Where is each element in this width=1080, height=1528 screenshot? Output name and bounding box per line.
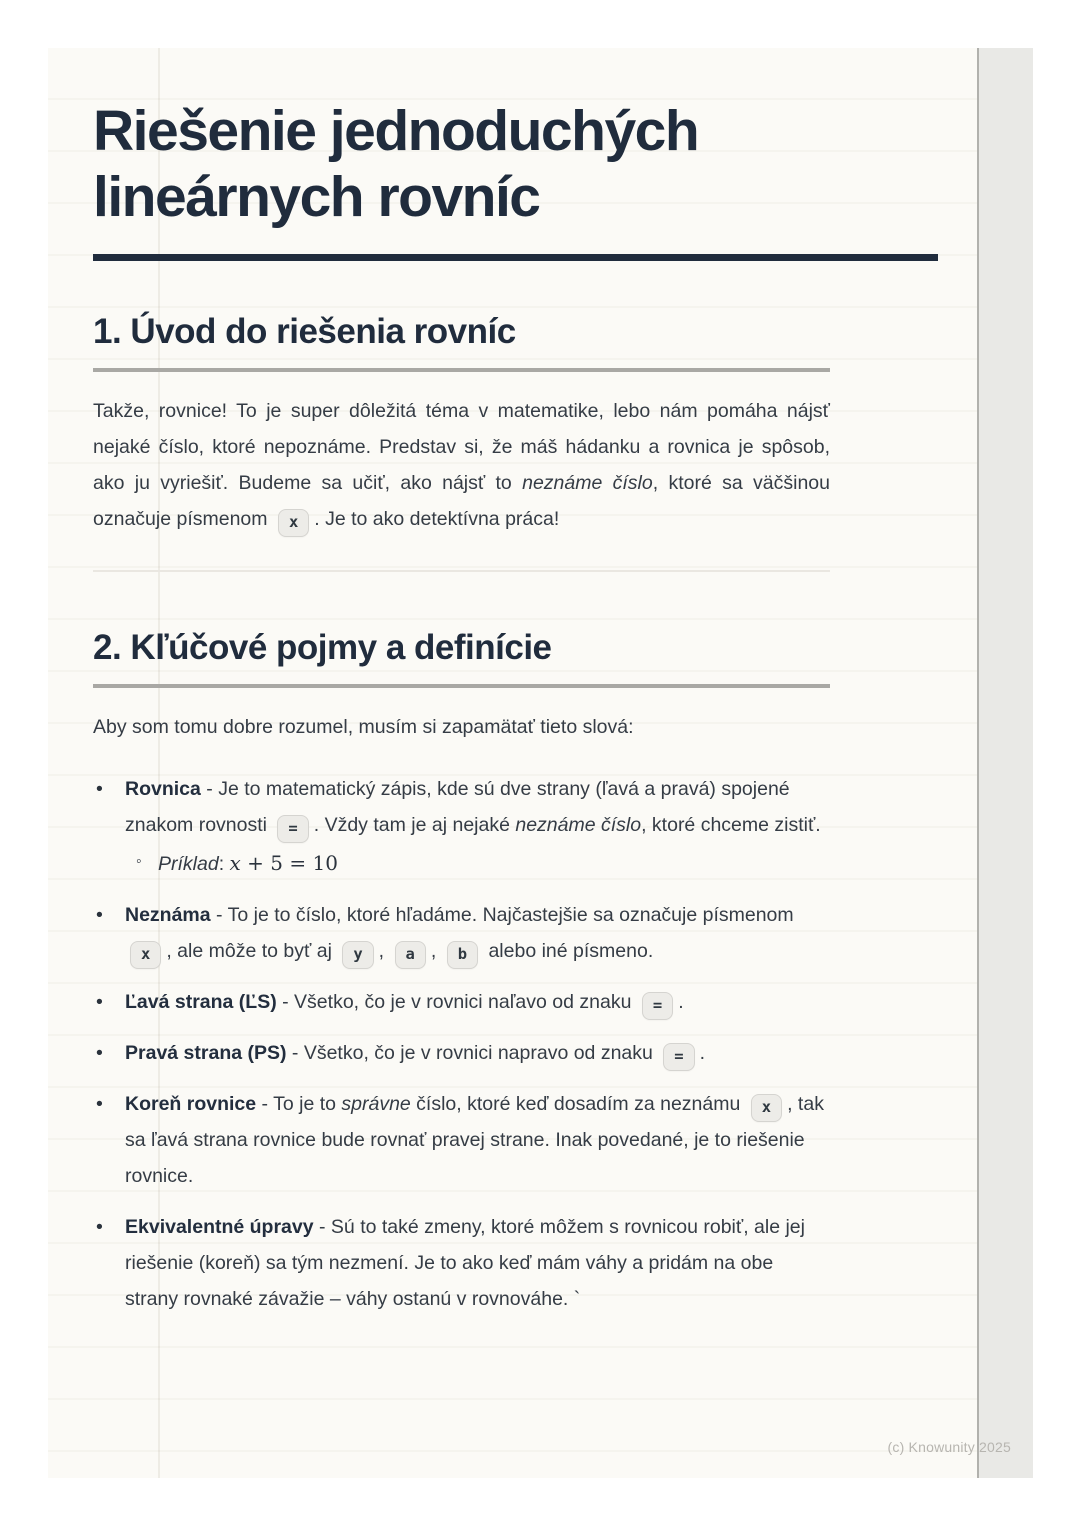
list-item bbox=[93, 1209, 830, 1317]
text-segment: - Sú to také zmeny, ktoré môžem s rovnicou robiť, ale jej riešenie (koreň) sa tým nezmení. Je to ako keď mám váhy a pridám na obe strany rovnaké závažie – váhy ostanú v rovnováhe. ` bbox=[125, 1216, 805, 1310]
intro-paragraph bbox=[93, 393, 830, 537]
text-segment: . Je to ako detektívna práca! bbox=[314, 508, 560, 530]
text-segment: , ale môže to byť aj bbox=[166, 940, 338, 962]
heading-rule bbox=[93, 684, 830, 688]
text-segment: Takže, rovnice! To je super dôležitá téma v matematike, lebo nám pomáha nájsť nejaké číslo, ktoré nepoznáme. Predstav si, že máš hádanku a rovnica je spôsob, ako ju vyriešiť. Budeme sa učiť, ako nájsť to bbox=[93, 400, 830, 494]
text-segment: - To je to číslo, ktoré hľadáme. Najčastejšie sa označuje písmenom bbox=[210, 904, 794, 926]
text-segment: - Je to matematický zápis, kde sú dve strany (ľavá a pravá) spojené znakom rovnosti bbox=[125, 778, 790, 836]
text-segment: : bbox=[218, 853, 230, 875]
text-segment: , ktoré chceme zistiť. bbox=[641, 814, 821, 836]
list-item bbox=[93, 984, 830, 1020]
text-segment: Neznáma bbox=[125, 904, 211, 926]
page-title: Riešenie jednoduchých lineárnych rovníc bbox=[93, 99, 699, 229]
inline-code-chip: x bbox=[751, 1094, 782, 1122]
list-item bbox=[93, 1086, 830, 1194]
text-segment: alebo iné písmeno. bbox=[483, 940, 654, 962]
heading-rule bbox=[93, 368, 830, 372]
title-rule bbox=[93, 254, 938, 261]
section-heading: 1. Úvod do riešenia rovníc bbox=[93, 312, 516, 351]
text-segment: - To je to bbox=[256, 1093, 342, 1115]
text-segment: , tak sa ľavá strana rovnice bude rovnať pravej strane. Inak povedané, je to riešenie rovnice. bbox=[125, 1093, 824, 1187]
inline-code-chip: = bbox=[277, 815, 308, 843]
text-segment: Príklad bbox=[158, 853, 219, 875]
text-segment: + 5 = 10 bbox=[240, 851, 338, 875]
section-intro bbox=[93, 311, 830, 537]
definitions-intro: Aby som tomu dobre rozumel, musím si zapamätať tieto slová: bbox=[93, 716, 634, 738]
text-segment: číslo, ktoré keď dosadím za neznámu bbox=[410, 1093, 746, 1115]
inline-code-chip: x bbox=[278, 509, 309, 537]
document-page bbox=[48, 48, 1033, 1478]
inline-code-chip: x bbox=[130, 941, 161, 969]
text-segment: , bbox=[378, 940, 390, 962]
text-segment: Ekvivalentné úpravy bbox=[125, 1216, 314, 1238]
definitions-list bbox=[93, 771, 830, 1317]
sub-list bbox=[125, 845, 830, 882]
inline-code-chip: = bbox=[663, 1043, 694, 1071]
inline-code-chip: y bbox=[342, 941, 373, 969]
text-segment: . Vždy tam je aj nejaké bbox=[313, 814, 516, 836]
sub-list-item bbox=[125, 845, 830, 882]
text-segment: - Všetko, čo je v rovnici napravo od znaku bbox=[286, 1042, 659, 1064]
inline-code-chip: b bbox=[447, 941, 478, 969]
inline-code-chip: a bbox=[395, 941, 426, 969]
text-segment: , ktoré sa väčšinou označuje písmenom bbox=[93, 472, 831, 530]
section-heading: 2. Kľúčové pojmy a definície bbox=[93, 628, 552, 667]
list-item bbox=[93, 1035, 830, 1071]
list-item bbox=[93, 897, 830, 969]
scrollbar-track[interactable] bbox=[977, 48, 1033, 1478]
text-segment: Rovnica bbox=[125, 778, 201, 800]
inline-code-chip: = bbox=[642, 992, 673, 1020]
copyright-notice: (c) Knowunity 2025 bbox=[887, 1439, 1011, 1455]
text-segment: . bbox=[678, 991, 684, 1013]
text-segment: Ľavá strana (ĽS) bbox=[125, 991, 277, 1013]
text-segment: x bbox=[229, 851, 241, 875]
page-content bbox=[93, 98, 830, 1332]
section-divider bbox=[93, 570, 830, 572]
text-segment: . bbox=[699, 1042, 706, 1064]
text-segment: Koreň rovnice bbox=[125, 1093, 257, 1115]
text-segment: správne bbox=[341, 1093, 411, 1115]
text-segment: neznáme číslo bbox=[515, 814, 642, 836]
text-segment: neznáme číslo bbox=[522, 472, 653, 494]
text-segment: , bbox=[430, 940, 442, 962]
list-item bbox=[93, 771, 830, 882]
section-definitions bbox=[93, 627, 830, 1317]
text-segment: - Všetko, čo je v rovnici naľavo od znaku bbox=[276, 991, 637, 1013]
text-segment: Pravá strana (PS) bbox=[125, 1042, 287, 1064]
